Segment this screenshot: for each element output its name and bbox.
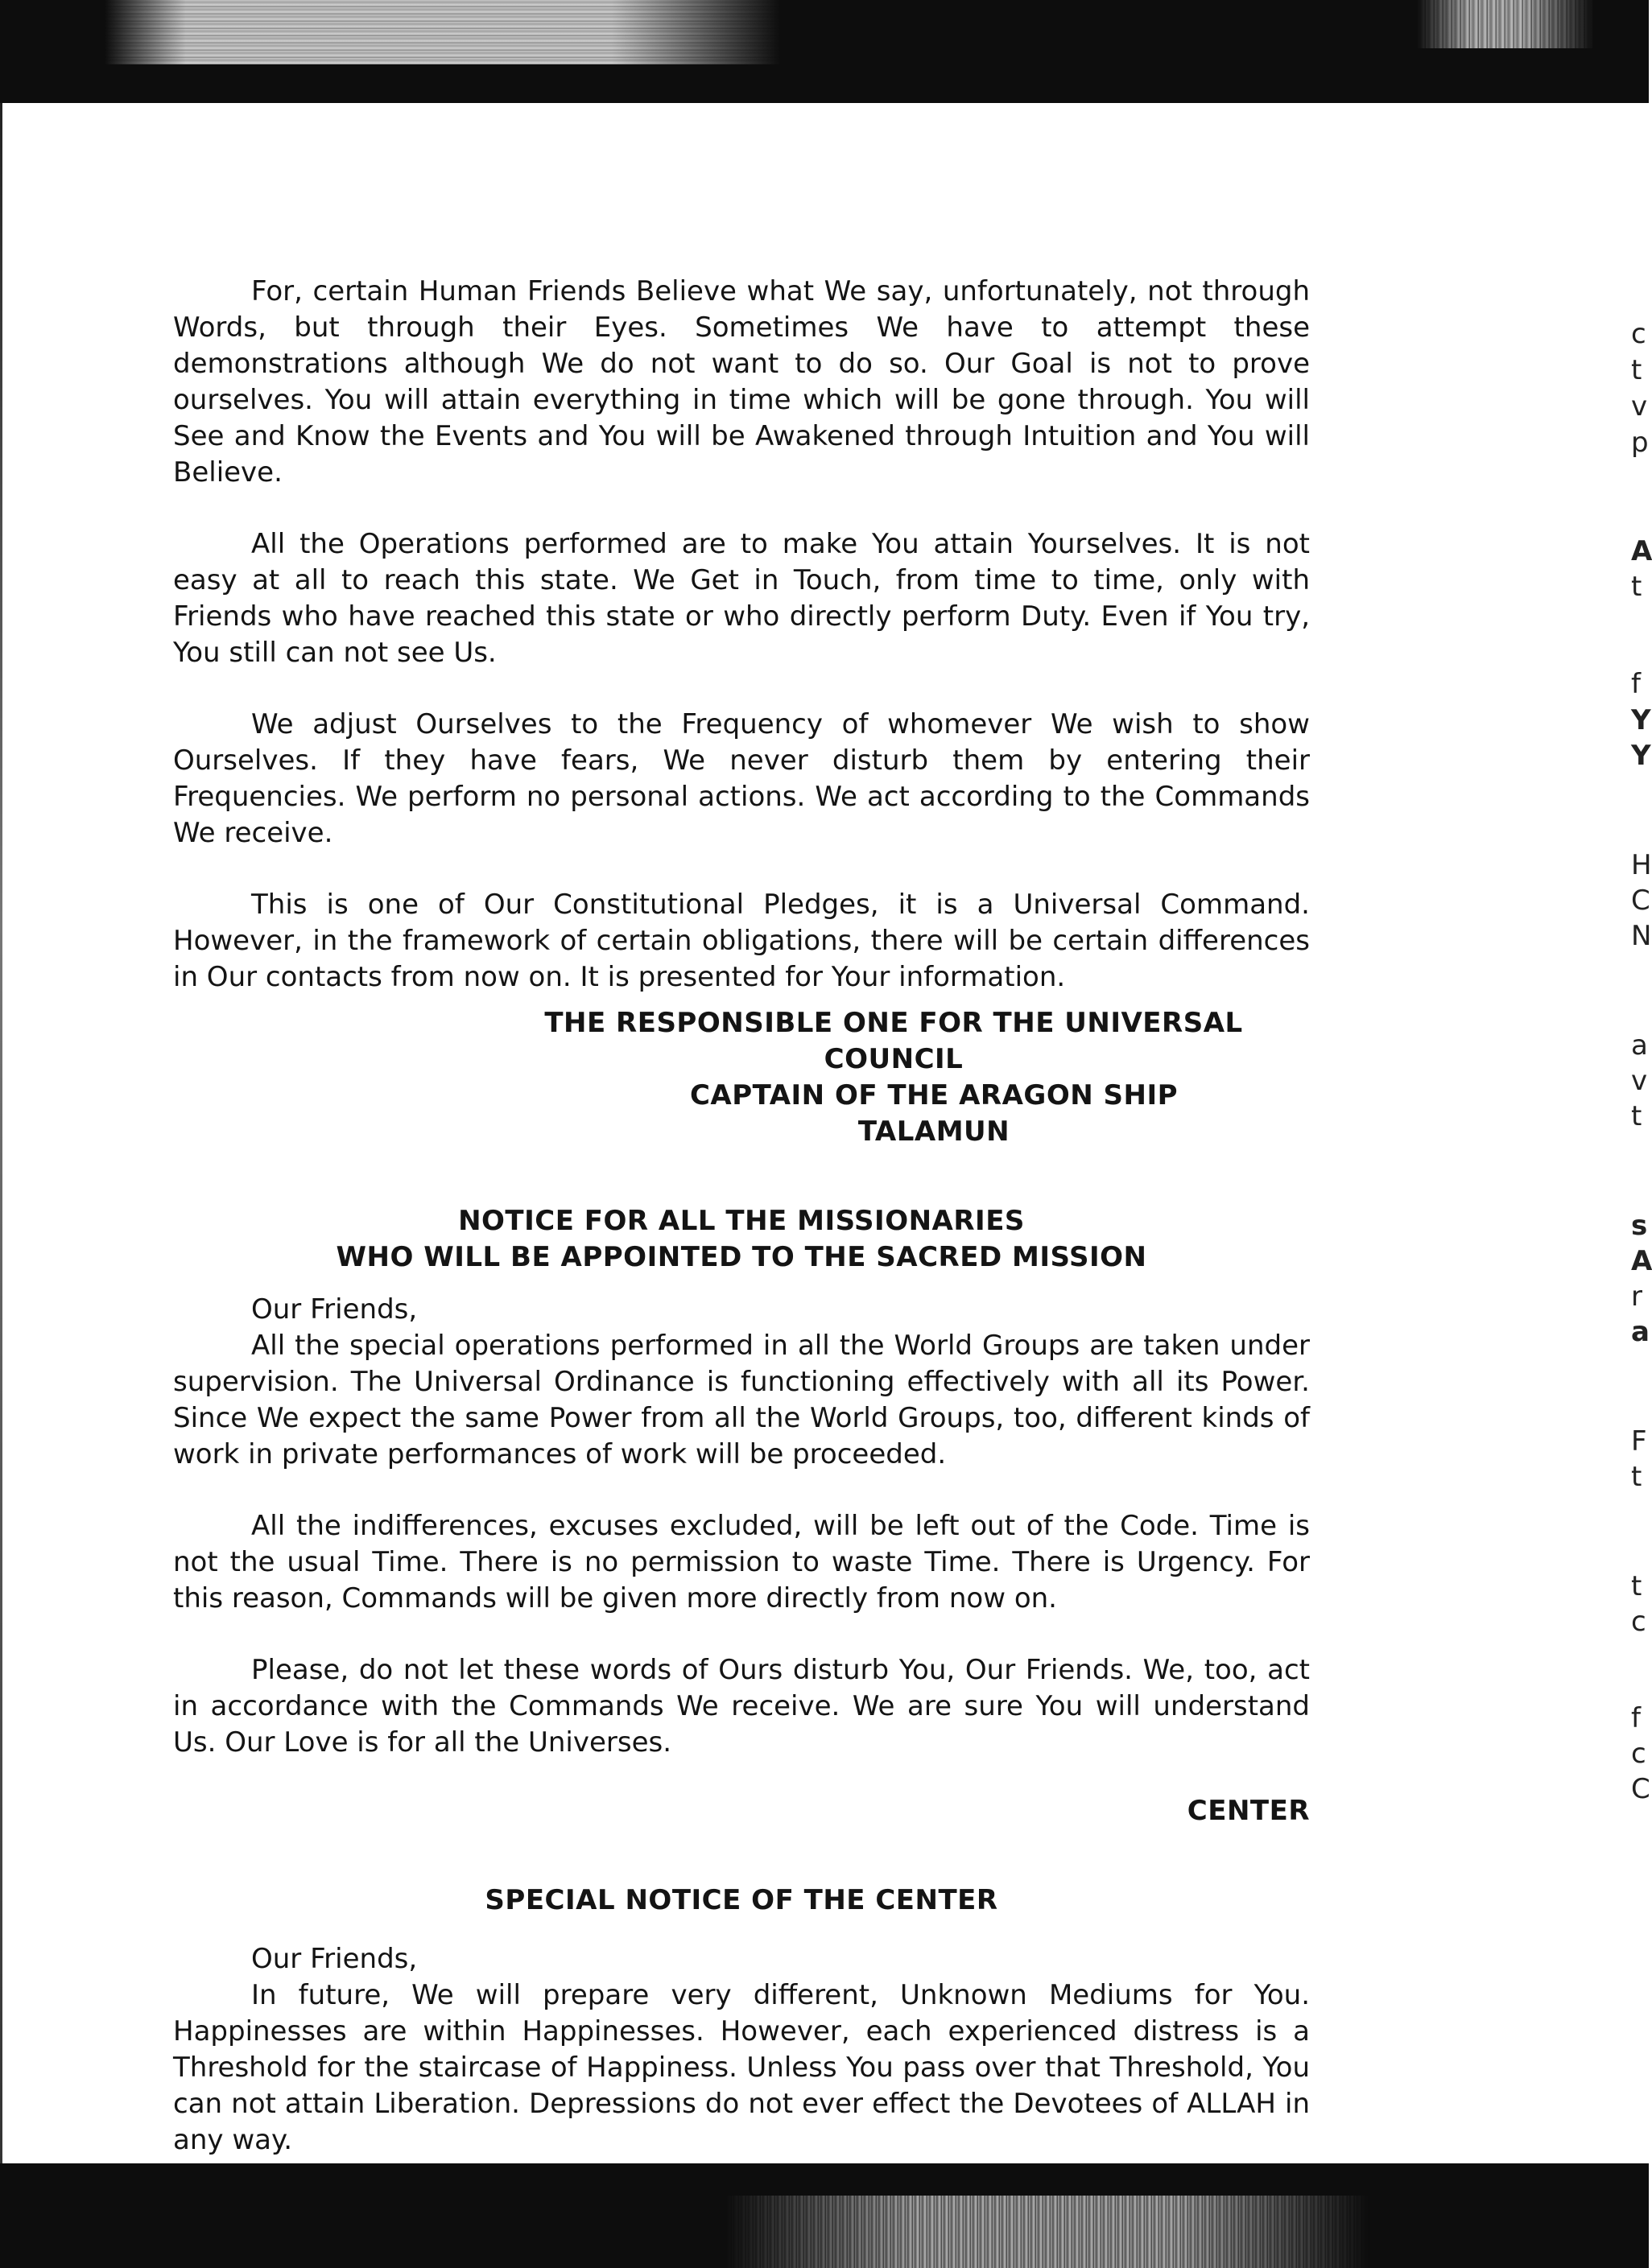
page-left-edge bbox=[0, 103, 2, 2163]
edge-letter: A bbox=[1631, 1245, 1652, 1277]
paragraph: For, certain Human Friends Believe what We say, unfortunately, not through Words, but through their Eyes. Sometimes We have to attempt these demonstrations although We do not want to do so. Our Goal is not to prove ourselves. You will attain everything in time which will be gone through. You will See and Know the Events and You will be Awakened through Intuition and You will Believe. bbox=[173, 275, 1310, 489]
edge-letter: f bbox=[1631, 668, 1641, 700]
edge-letter: t bbox=[1631, 1100, 1642, 1132]
edge-letter: Y bbox=[1631, 704, 1651, 736]
paragraph: In future, We will prepare very different, Unknown Mediums for You. Happinesses are within Happinesses. However, each experienced distress is a Threshold for the staircase of Happiness. Unless You pass over that Threshold, You can not attain Liberation. Depressions do not ever effect the Devotees of ALLAH in any way. bbox=[173, 1979, 1310, 2156]
scan-streak bbox=[1417, 0, 1594, 48]
edge-letter: t bbox=[1631, 354, 1642, 386]
edge-letter: C bbox=[1631, 885, 1650, 917]
heading-line: WHO WILL BE APPOINTED TO THE SACRED MISSION bbox=[336, 1241, 1147, 1273]
edge-letter: p bbox=[1631, 427, 1649, 459]
paragraph: Please, do not let these words of Ours disturb You, Our Friends. We, too, act in accordance with the Commands We receive. We are sure You will understand Us. Our Love is for all the Universes. bbox=[173, 1654, 1310, 1759]
paragraph: This is one of Our Constitutional Pledges, it is a Universal Command. However, in the framework of certain obligations, there will be certain differences in Our contacts from now on. It is presented for Your information. bbox=[173, 889, 1310, 993]
scan-streak bbox=[725, 2196, 1369, 2268]
next-page-edge bbox=[1623, 0, 1652, 2268]
edge-letter: A bbox=[1631, 535, 1652, 567]
edge-letter: v bbox=[1631, 390, 1648, 423]
edge-letter: C bbox=[1631, 1773, 1650, 1805]
edge-letter: f bbox=[1631, 1702, 1641, 1734]
heading-line: NOTICE FOR ALL THE MISSIONARIES bbox=[458, 1205, 1025, 1237]
signature-line: CAPTAIN OF THE ARAGON SHIP bbox=[689, 1079, 1179, 1111]
special-notice-heading: SPECIAL NOTICE OF THE CENTER bbox=[485, 1884, 998, 1916]
edge-letter: F bbox=[1631, 1425, 1647, 1458]
scan-streak bbox=[105, 0, 781, 64]
edge-letter: c bbox=[1631, 1738, 1646, 1770]
notice-heading bbox=[173, 1203, 1310, 1276]
edge-letter: s bbox=[1631, 1210, 1648, 1242]
document-page bbox=[173, 274, 1310, 2159]
signature-block-talamun bbox=[491, 1005, 1296, 1150]
paragraph: All the special operations performed in all the World Groups are taken under supervision. The Universal Ordinance is functioning effectively with all its Power. Since We expect the same Power from all the World Groups, too, different kinds of work in private performances of work will be proceeded. bbox=[173, 1330, 1310, 1470]
edge-letter: t bbox=[1631, 1570, 1642, 1602]
edge-letter: N bbox=[1631, 920, 1652, 952]
edge-letter: H bbox=[1631, 849, 1652, 881]
greeting: Our Friends, bbox=[251, 1943, 418, 1975]
greeting: Our Friends, bbox=[251, 1293, 418, 1326]
edge-letter: t bbox=[1631, 1461, 1642, 1493]
edge-letter: c bbox=[1631, 318, 1646, 350]
paragraph: All the indifferences, excuses excluded, will be left out of the Code. Time is not the usual Time. There is no permission to waste Time. There is Urgency. For this reason, Commands will be given more directly from now on. bbox=[173, 1510, 1310, 1614]
edge-letter: Y bbox=[1631, 740, 1651, 772]
paragraph: We adjust Ourselves to the Frequency of whomever We wish to show Ourselves. If they have fears, We never disturb them by entering their Frequencies. We perform no personal actions. We act according to the Commands We receive. bbox=[173, 708, 1310, 849]
signature-line: TALAMUN bbox=[857, 1115, 1010, 1148]
signature-line: THE RESPONSIBLE ONE FOR THE UNIVERSAL COUNCIL bbox=[544, 1007, 1243, 1075]
scan-band-bottom bbox=[0, 2163, 1649, 2268]
edge-letter: c bbox=[1631, 1606, 1646, 1638]
scan-band-top bbox=[0, 0, 1649, 103]
paragraph: All the Operations performed are to make You attain Yourselves. It is not easy at all to reach this state. We Get in Touch, from time to time, only with Friends who have reached this state or who directly perform Duty. Even if You try, You still can not see Us. bbox=[173, 528, 1310, 669]
edge-letter: a bbox=[1631, 1029, 1648, 1062]
edge-letter: v bbox=[1631, 1065, 1648, 1097]
edge-letter: t bbox=[1631, 571, 1642, 603]
edge-letter: a bbox=[1631, 1316, 1650, 1348]
edge-letter: r bbox=[1631, 1280, 1642, 1313]
signature-center: CENTER bbox=[1187, 1795, 1310, 1827]
